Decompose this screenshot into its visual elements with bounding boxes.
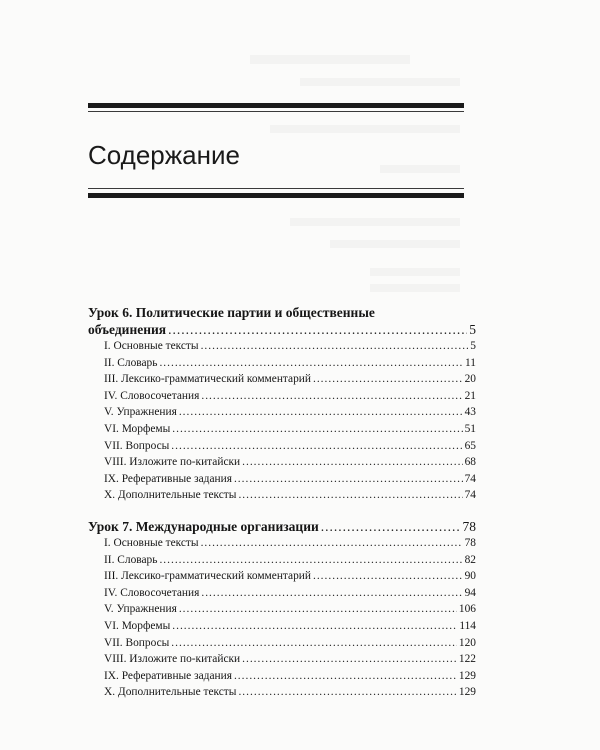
- toc-item[interactable]: [88, 635, 476, 652]
- toc-item[interactable]: [88, 471, 476, 488]
- toc-item-label: V. Упражнения: [104, 406, 177, 419]
- toc-item-label: VI. Морфемы: [104, 619, 171, 632]
- dot-leader: [234, 471, 463, 488]
- toc-item-label: V. Упражнения: [104, 603, 177, 616]
- bleed-through: [380, 165, 460, 173]
- dot-leader: [201, 338, 469, 355]
- toc-item-page: 74: [464, 489, 476, 502]
- dot-leader: [201, 585, 462, 602]
- toc-item[interactable]: [88, 487, 476, 504]
- title-rule-thick: [88, 193, 464, 198]
- toc-item-page: 78: [464, 537, 476, 549]
- toc-item[interactable]: [88, 668, 476, 685]
- toc-item[interactable]: [88, 355, 476, 372]
- dot-leader: [313, 371, 463, 388]
- toc-item[interactable]: [88, 421, 476, 438]
- dot-leader: [171, 635, 457, 652]
- toc-item[interactable]: [88, 568, 476, 585]
- toc-item-page: 90: [464, 570, 476, 583]
- toc-item[interactable]: [88, 684, 476, 701]
- toc-item[interactable]: [88, 438, 476, 455]
- toc-item-label: IV. Словосочетания: [104, 389, 200, 402]
- toc-item-label: X. Дополнительные тексты: [104, 686, 237, 699]
- toc-item[interactable]: [88, 552, 476, 569]
- bleed-through: [300, 78, 460, 86]
- dot-leader: [179, 404, 463, 421]
- toc-lesson-6: [88, 304, 476, 504]
- toc-item[interactable]: [88, 388, 476, 405]
- toc-item-label: IX. Реферативные задания: [104, 669, 232, 682]
- toc-item-page: 68: [464, 456, 476, 469]
- bleed-through: [370, 268, 460, 276]
- toc-item-label: II. Словарь: [104, 553, 158, 566]
- toc-item[interactable]: [88, 651, 476, 668]
- dot-leader: [234, 668, 457, 685]
- dot-leader: [159, 552, 462, 569]
- dot-leader: [168, 321, 467, 338]
- dot-leader: [238, 684, 456, 701]
- toc-item-label: I. Основные тексты: [104, 537, 199, 549]
- dot-leader: [313, 568, 463, 585]
- toc-lesson-entry[interactable]: [88, 518, 476, 535]
- dot-leader: [201, 535, 463, 552]
- bleed-through: [250, 55, 410, 64]
- toc-item-page: 51: [464, 422, 476, 435]
- dot-leader: [321, 518, 461, 535]
- toc-item-page: 94: [464, 586, 476, 599]
- toc-item-label: IX. Реферативные задания: [104, 472, 232, 485]
- lesson-page: 78: [462, 519, 476, 534]
- toc-item-label: VII. Вопросы: [104, 636, 170, 649]
- header-rule-thick: [88, 103, 464, 108]
- toc-item-page: 82: [464, 553, 476, 566]
- bleed-through: [290, 218, 460, 226]
- page-title: Содержание: [88, 140, 240, 170]
- toc-item-label: I. Основные тексты: [104, 340, 199, 352]
- toc-item[interactable]: [88, 535, 476, 552]
- toc-item-page: 120: [458, 636, 476, 649]
- toc-item-page: 20: [464, 373, 476, 386]
- lesson-title-line1: Урок 6. Политические партии и общественные: [88, 305, 375, 320]
- toc-item-page: 43: [464, 406, 476, 419]
- dot-leader: [159, 355, 463, 372]
- bleed-through: [370, 284, 460, 292]
- lesson-title-line1: Урок 7. Международные организации: [88, 519, 319, 534]
- bleed-through: [270, 125, 460, 133]
- toc-item[interactable]: [88, 338, 476, 355]
- toc-item-page: 21: [464, 389, 476, 402]
- toc-item-label: VIII. Изложите по-китайски: [104, 653, 241, 666]
- toc-item[interactable]: [88, 601, 476, 618]
- bleed-through: [330, 240, 460, 248]
- dot-leader: [201, 388, 462, 405]
- toc-item[interactable]: [88, 585, 476, 602]
- dot-leader: [242, 454, 462, 471]
- toc-item-page: 106: [458, 603, 476, 616]
- header-rule-thin: [88, 111, 464, 112]
- toc-item-label: X. Дополнительные тексты: [104, 489, 237, 502]
- toc-lesson-entry[interactable]: [88, 321, 476, 338]
- toc-item-page: 11: [465, 356, 476, 369]
- toc-item[interactable]: [88, 404, 476, 421]
- dot-leader: [179, 601, 457, 618]
- toc-lesson-7: [88, 518, 476, 701]
- lesson-page: 5: [469, 322, 476, 337]
- toc-item-label: III. Лексико-грамматический комментарий: [104, 570, 311, 583]
- toc-item-label: VII. Вопросы: [104, 439, 170, 452]
- dot-leader: [172, 618, 457, 635]
- toc-item-page: 129: [458, 686, 476, 699]
- toc-item-page: 114: [459, 619, 476, 632]
- toc-item-label: II. Словарь: [104, 356, 158, 369]
- toc-item-label: IV. Словосочетания: [104, 586, 200, 599]
- toc-item-page: 65: [464, 439, 476, 452]
- lesson-title-line2: объединения: [88, 322, 167, 337]
- toc-item[interactable]: [88, 618, 476, 635]
- toc-item-page: 122: [458, 653, 476, 666]
- toc-item-page: 5: [470, 340, 476, 352]
- toc-item[interactable]: [88, 454, 476, 471]
- dot-leader: [171, 438, 462, 455]
- toc-item-page: 74: [464, 472, 476, 485]
- toc-item-label: VIII. Изложите по-китайски: [104, 456, 241, 469]
- toc-item-label: III. Лексико-грамматический комментарий: [104, 373, 311, 386]
- dot-leader: [172, 421, 462, 438]
- toc-item-page: 129: [458, 669, 476, 682]
- toc-item-label: VI. Морфемы: [104, 422, 171, 435]
- dot-leader: [238, 487, 462, 504]
- toc-item[interactable]: [88, 371, 476, 388]
- title-rule-thin: [88, 188, 464, 189]
- dot-leader: [242, 651, 457, 668]
